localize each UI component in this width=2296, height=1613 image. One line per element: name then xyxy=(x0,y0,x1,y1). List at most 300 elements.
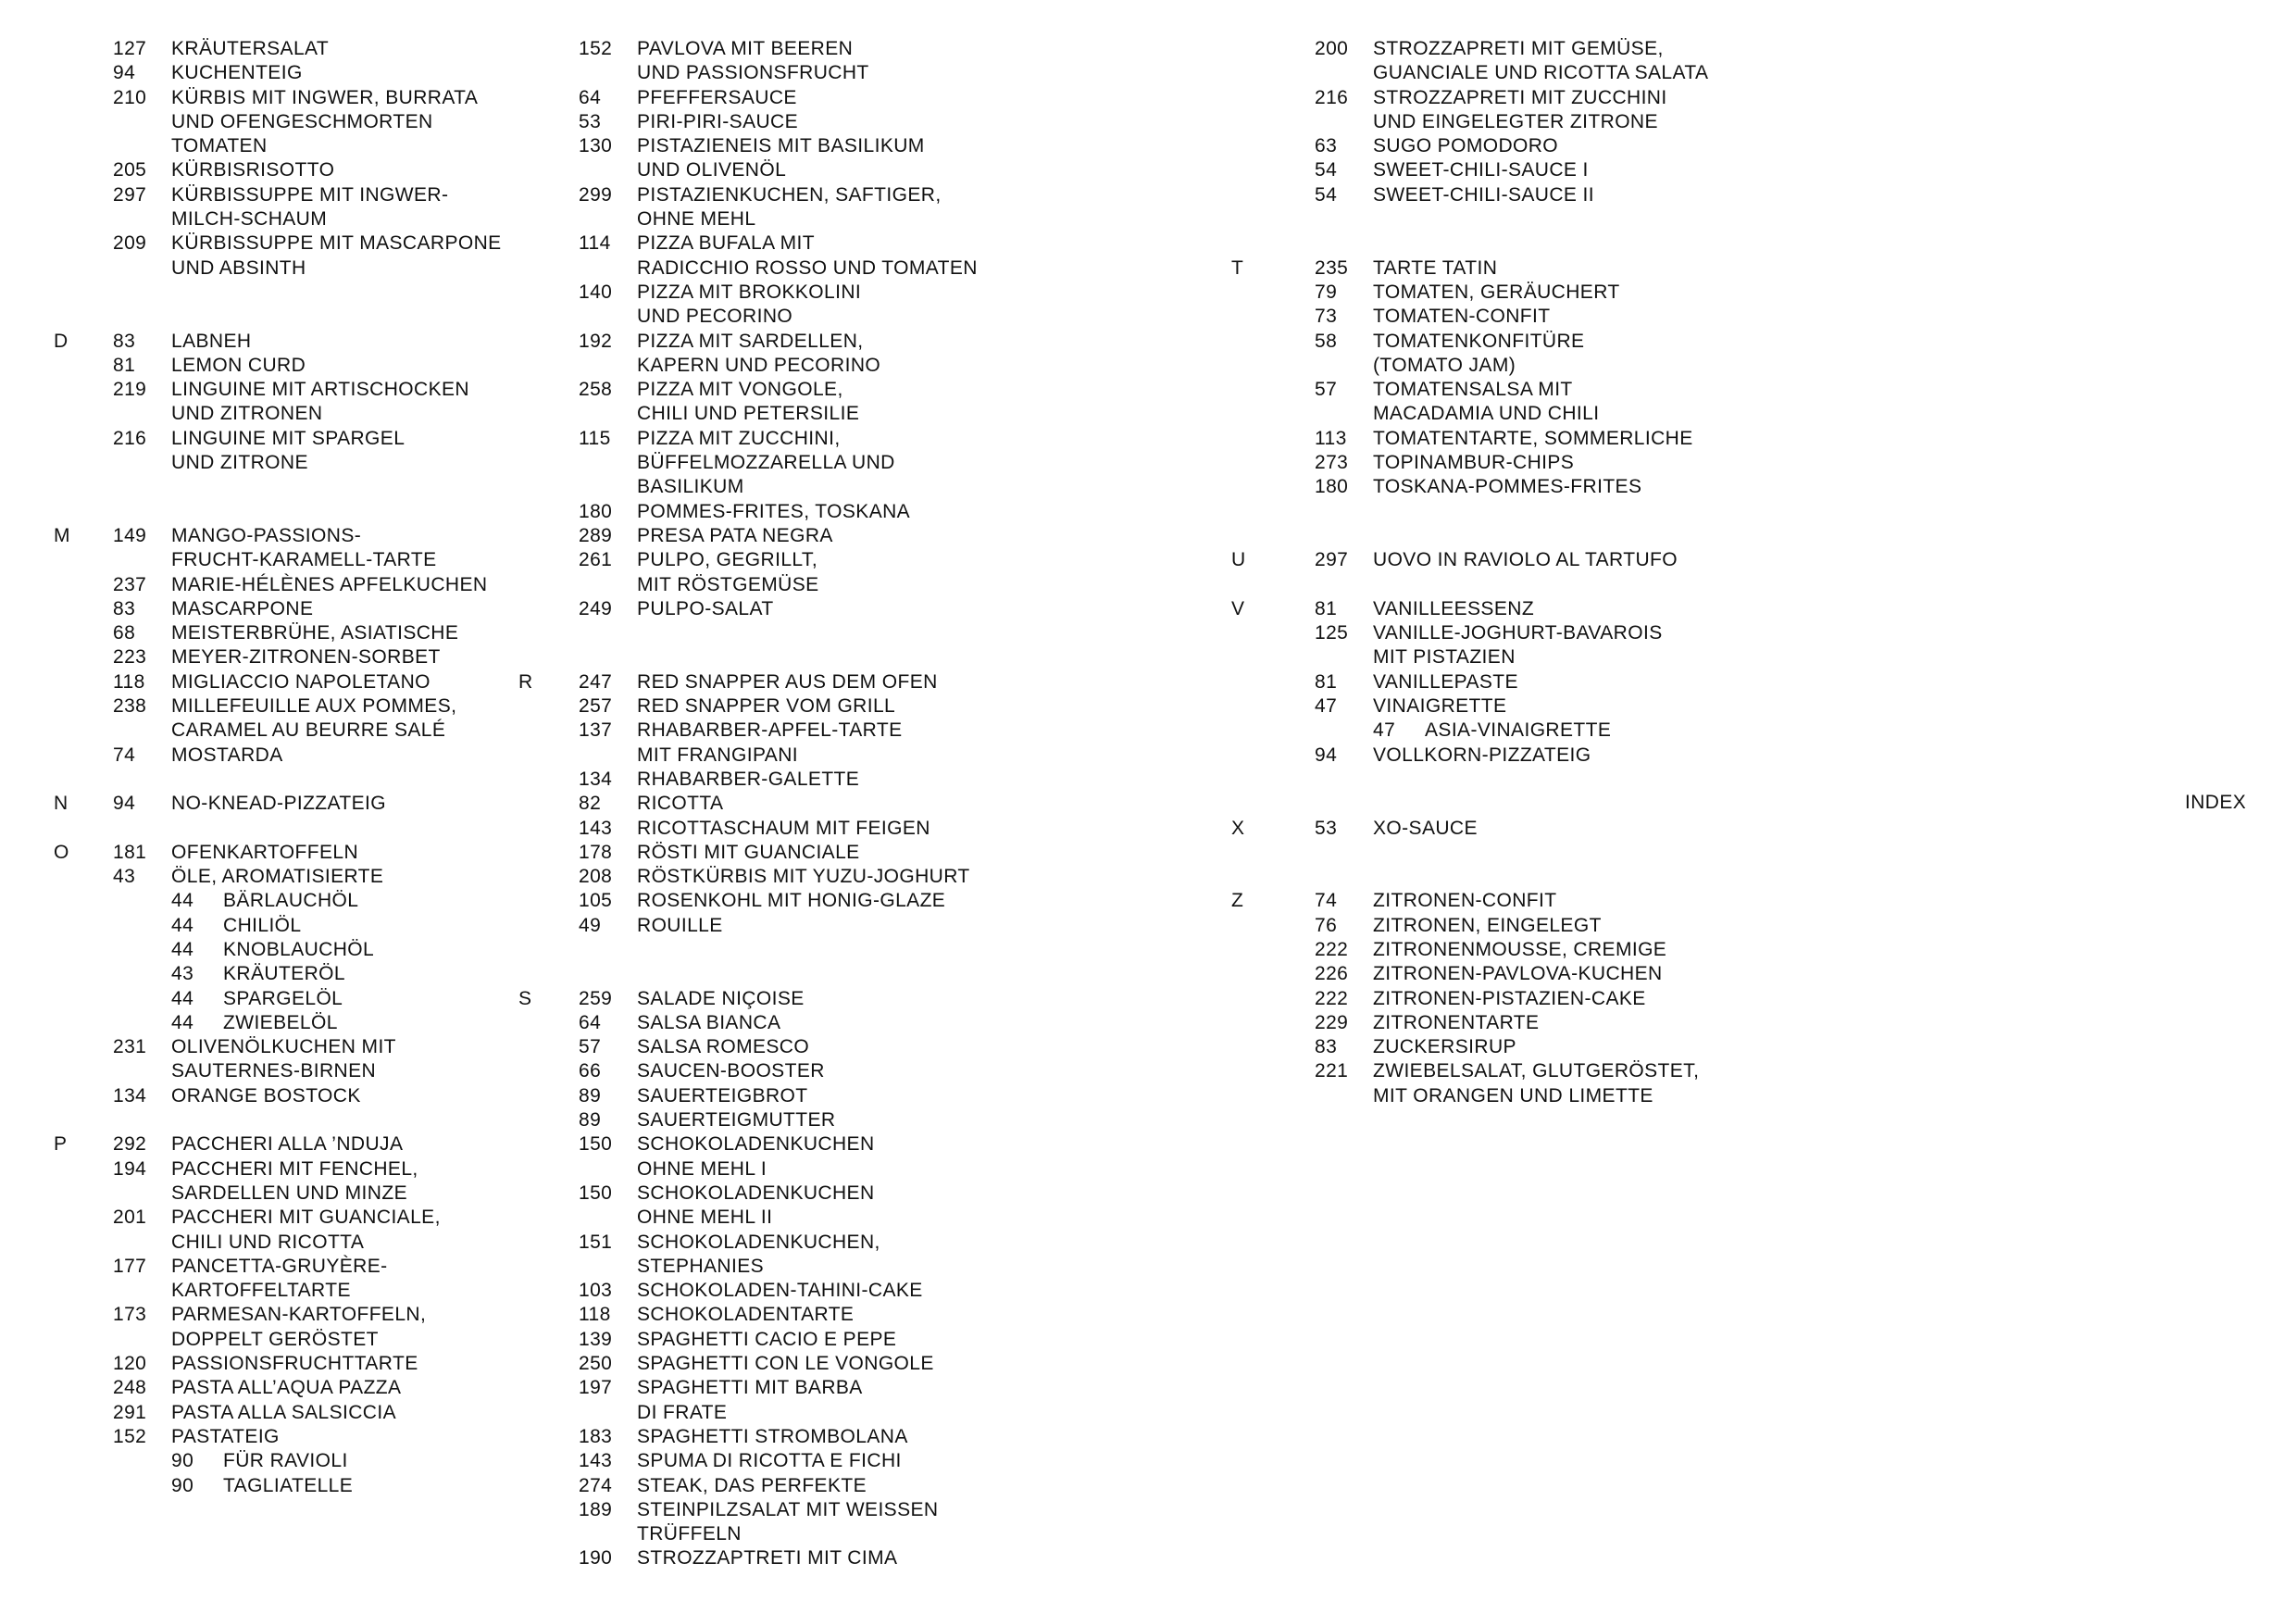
index-entry xyxy=(518,1328,1222,1352)
index-entry xyxy=(518,305,1222,329)
entry-text: RICOTTA xyxy=(637,793,724,815)
page-number: 289 xyxy=(579,524,613,546)
section-letter: V xyxy=(1231,597,1245,619)
page-number: 57 xyxy=(1315,379,1338,401)
index-entry xyxy=(1231,938,1879,962)
entry-text: UND ABSINTH xyxy=(171,256,306,279)
index-entry xyxy=(0,1328,518,1352)
index-entry xyxy=(518,110,1222,134)
index-entry xyxy=(518,158,1222,182)
entry-text: TOMATENSALSA MIT xyxy=(1373,379,1573,401)
page-number: 210 xyxy=(113,86,147,108)
page-number: 113 xyxy=(1315,427,1347,449)
sub-entry-text: BÄRLAUCHÖL xyxy=(223,890,359,912)
page-number: 209 xyxy=(113,232,147,255)
page-number: 79 xyxy=(1315,281,1338,303)
spacer-row xyxy=(1231,792,1879,816)
page-number: 81 xyxy=(1315,670,1338,693)
entry-text: MEYER-ZITRONEN-SORBET xyxy=(171,646,441,669)
entry-text: CARAMEL AU BEURRE SALÉ xyxy=(171,719,446,742)
index-entry xyxy=(1231,330,1879,354)
entry-text: PIZZA MIT BROKKOLINI xyxy=(637,281,862,303)
page-number: 89 xyxy=(579,1084,602,1107)
entry-text: SCHOKOLADENTARTE xyxy=(637,1304,855,1326)
page-number: 291 xyxy=(113,1401,147,1423)
index-entry xyxy=(0,1376,518,1400)
entry-text: ZWIEBELSALAT, GLUTGERÖSTET, xyxy=(1373,1060,1700,1082)
entry-text: OHNE MEHL xyxy=(637,208,756,231)
entry-text: RHABARBER-GALETTE xyxy=(637,768,860,790)
entry-text: ZITRONENTARTE xyxy=(1373,1011,1540,1033)
index-entry xyxy=(0,61,518,85)
entry-text: OHNE MEHL II xyxy=(637,1207,773,1229)
entry-text: SCHOKOLADENKUCHEN, xyxy=(637,1231,880,1253)
index-entry xyxy=(1231,134,1879,158)
entry-text: SCHOKOLADENKUCHEN xyxy=(637,1182,875,1204)
entry-text: KARTOFFELTARTE xyxy=(171,1280,351,1302)
page-number: 152 xyxy=(113,1425,147,1447)
entry-text: TOSKANA-POMMES-FRITES xyxy=(1373,476,1642,498)
page-number: 115 xyxy=(579,427,611,449)
index-entry xyxy=(1231,1011,1879,1035)
index-entry xyxy=(0,1206,518,1230)
page-number: 235 xyxy=(1315,256,1349,279)
index-entry xyxy=(0,719,518,743)
page-number: 219 xyxy=(113,379,147,401)
index-entry xyxy=(1231,281,1879,305)
index-entry xyxy=(0,427,518,451)
entry-text: KAPERN UND PECORINO xyxy=(637,354,881,376)
entry-text: STEAK, DAS PERFEKTE xyxy=(637,1474,867,1496)
section-letter: P xyxy=(54,1133,68,1156)
entry-text: OLIVENÖLKUCHEN MIT xyxy=(171,1036,396,1058)
page-number: 221 xyxy=(1315,1060,1349,1082)
entry-text: SALSA ROMESCO xyxy=(637,1036,810,1058)
section-letter: M xyxy=(54,524,70,546)
entry-text: KUCHENTEIG xyxy=(171,62,303,84)
spacer-row xyxy=(518,938,1222,962)
page-number: 89 xyxy=(579,1109,602,1132)
page-number: 257 xyxy=(579,695,613,718)
sub-page-number: 44 xyxy=(171,914,194,936)
index-entry xyxy=(518,1303,1222,1327)
index-entry xyxy=(518,1474,1222,1498)
index-entry xyxy=(518,1449,1222,1473)
index-entry xyxy=(0,1303,518,1327)
page-number: 94 xyxy=(113,793,136,815)
index-entry xyxy=(1231,475,1879,499)
entry-text: UND EINGELEGTER ZITRONE xyxy=(1373,110,1658,132)
sub-page-number: 44 xyxy=(171,890,194,912)
index-entry xyxy=(518,1108,1222,1132)
index-entry xyxy=(518,231,1222,256)
index-entry xyxy=(0,134,518,158)
page-number: 94 xyxy=(1315,744,1338,766)
index-entry xyxy=(518,1255,1222,1279)
entry-text: SPAGHETTI STROMBOLANA xyxy=(637,1425,908,1447)
index-entry xyxy=(1231,37,1879,61)
spacer-row xyxy=(518,645,1222,669)
index-entry xyxy=(518,719,1222,743)
index-entry xyxy=(0,597,518,621)
sub-entry-text: ZWIEBELÖL xyxy=(223,1011,338,1033)
entry-text: SPAGHETTI CACIO E PEPE xyxy=(637,1328,897,1350)
index-entry xyxy=(0,1255,518,1279)
page-number: 222 xyxy=(1315,987,1349,1009)
entry-text: MIT FRANGIPANI xyxy=(637,744,798,766)
index-entry xyxy=(0,158,518,182)
entry-text: VANILLE-JOGHURT-BAVAROIS xyxy=(1373,622,1663,644)
spacer-row xyxy=(0,500,518,524)
entry-text: STROZZAPRETI MIT ZUCCHINI xyxy=(1373,86,1667,108)
index-entry xyxy=(0,938,518,962)
entry-text: MIT PISTAZIEN xyxy=(1373,646,1516,669)
page-number: 173 xyxy=(113,1304,147,1326)
index-entry xyxy=(518,86,1222,110)
entry-text: MEISTERBRÜHE, ASIATISCHE xyxy=(171,622,459,644)
index-entry xyxy=(0,207,518,231)
index-entry xyxy=(518,1182,1222,1206)
index-entry xyxy=(518,183,1222,207)
entry-text: STEINPILZSALAT MIT WEISSEN xyxy=(637,1498,939,1520)
index-entry xyxy=(518,256,1222,281)
spacer-row xyxy=(0,1108,518,1132)
index-entry xyxy=(1231,183,1879,207)
entry-text: TOMATEN, GERÄUCHERT xyxy=(1373,281,1620,303)
entry-text: KÜRBIS MIT INGWER, BURRATA xyxy=(171,86,479,108)
index-entry xyxy=(0,1084,518,1108)
page-number: 103 xyxy=(579,1280,613,1302)
page-number: 258 xyxy=(579,379,613,401)
page-number: 53 xyxy=(579,110,602,132)
page-number: 223 xyxy=(113,646,147,669)
entry-text: SWEET-CHILI-SAUCE I xyxy=(1373,159,1589,181)
page-number: 274 xyxy=(579,1474,613,1496)
page-number: 134 xyxy=(113,1084,147,1107)
page-number: 140 xyxy=(579,281,613,303)
page-number: 273 xyxy=(1315,452,1349,474)
entry-text: RADICCHIO ROSSO UND TOMATEN xyxy=(637,256,978,279)
index-entry xyxy=(0,524,518,548)
entry-text: PACCHERI ALLA ’NDUJA xyxy=(171,1133,404,1156)
entry-text: CHILI UND RICOTTA xyxy=(171,1231,365,1253)
index-entry xyxy=(0,37,518,61)
entry-text: SAUTERNES-BIRNEN xyxy=(171,1060,377,1082)
index-entry xyxy=(0,402,518,426)
entry-text: ZITRONENMOUSSE, CREMIGE xyxy=(1373,938,1667,960)
entry-text: CHILI UND PETERSILIE xyxy=(637,403,860,425)
page-number: 231 xyxy=(113,1036,147,1058)
entry-text: VOLLKORN-PIZZATEIG xyxy=(1373,744,1591,766)
index-entry xyxy=(1231,378,1879,402)
entry-text: ROUILLE xyxy=(637,914,723,936)
page-number: 43 xyxy=(113,866,136,888)
index-entry xyxy=(0,1132,518,1157)
index-entry xyxy=(1231,427,1879,451)
entry-text: SPUMA DI RICOTTA E FICHI xyxy=(637,1450,902,1472)
index-entry xyxy=(518,1011,1222,1035)
entry-text: UND PECORINO xyxy=(637,306,793,328)
entry-text: LINGUINE MIT ARTISCHOCKEN xyxy=(171,379,469,401)
index-entry xyxy=(518,1279,1222,1303)
index-entry xyxy=(0,354,518,378)
entry-text: MIT ORANGEN UND LIMETTE xyxy=(1373,1084,1653,1107)
index-entry xyxy=(1231,889,1879,913)
entry-text: DOPPELT GERÖSTET xyxy=(171,1328,379,1350)
entry-text: PANCETTA-GRUYÈRE- xyxy=(171,1255,388,1277)
entry-text: SWEET-CHILI-SAUCE II xyxy=(1373,183,1595,206)
entry-text: LINGUINE MIT SPARGEL xyxy=(171,427,406,449)
index-entry xyxy=(0,694,518,719)
index-entry xyxy=(518,744,1222,768)
sub-entry-text: CHILIÖL xyxy=(223,914,302,936)
index-entry xyxy=(0,744,518,768)
index-entry xyxy=(0,670,518,694)
spacer-row xyxy=(1231,768,1879,792)
index-entry xyxy=(518,865,1222,889)
index-entry xyxy=(518,1206,1222,1230)
entry-text: TRÜFFELN xyxy=(637,1523,742,1545)
index-entry xyxy=(0,914,518,938)
index-entry xyxy=(0,1011,518,1035)
spacer-row xyxy=(0,305,518,329)
spacer-row xyxy=(518,962,1222,986)
page-number: 143 xyxy=(579,817,613,839)
entry-text: UND OLIVENÖL xyxy=(637,159,787,181)
index-entry xyxy=(1231,670,1879,694)
entry-text: TOMATENKONFITÜRE xyxy=(1373,330,1585,352)
entry-text: RICOTTASCHAUM MIT FEIGEN xyxy=(637,817,930,839)
page-number: 152 xyxy=(579,38,613,59)
page-number: 74 xyxy=(1315,890,1338,912)
index-entry xyxy=(0,1182,518,1206)
index-entry xyxy=(518,1498,1222,1522)
index-entry xyxy=(1231,719,1879,743)
entry-text: SUGO POMODORO xyxy=(1373,135,1559,157)
page-number: 181 xyxy=(113,841,147,863)
entry-text: GUANCIALE UND RICOTTA SALATA xyxy=(1373,62,1709,84)
index-entry xyxy=(518,330,1222,354)
entry-text: MIGLIACCIO NAPOLETANO xyxy=(171,670,430,693)
index-entry xyxy=(1231,402,1879,426)
section-letter: N xyxy=(54,793,69,815)
entry-text: VANILLEPASTE xyxy=(1373,670,1518,693)
index-entry xyxy=(518,792,1222,816)
index-entry xyxy=(518,378,1222,402)
entry-text: SPAGHETTI CON LE VONGOLE xyxy=(637,1353,934,1375)
entry-text: MILLEFEUILLE AUX POMMES, xyxy=(171,695,457,718)
sub-entry-text: ASIA-VINAIGRETTE xyxy=(1425,719,1612,742)
page-number: 180 xyxy=(1315,476,1349,498)
page-number: 137 xyxy=(579,719,613,742)
page-footer-index: INDEX xyxy=(2185,792,2247,813)
entry-text: FRUCHT-KARAMELL-TARTE xyxy=(171,549,437,571)
page-number: 200 xyxy=(1315,38,1349,59)
page-number: 118 xyxy=(113,670,145,693)
page-number: 205 xyxy=(113,159,147,181)
index-entry xyxy=(518,1035,1222,1059)
entry-text: SAUERTEIGBROT xyxy=(637,1084,808,1107)
section-letter: X xyxy=(1231,817,1245,839)
index-entry xyxy=(1231,305,1879,329)
page-number: 64 xyxy=(579,86,602,108)
entry-text: ÖLE, AROMATISIERTE xyxy=(171,866,384,888)
index-entry xyxy=(518,817,1222,841)
entry-text: TOMATENTARTE, SOMMERLICHE xyxy=(1373,427,1693,449)
index-entry xyxy=(1231,962,1879,986)
entry-text: PULPO-SALAT xyxy=(637,597,774,619)
index-entry xyxy=(518,694,1222,719)
index-entry xyxy=(1231,1035,1879,1059)
index-entry xyxy=(0,1059,518,1083)
sub-page-number: 90 xyxy=(171,1474,194,1496)
entry-text: PIRI-PIRI-SAUCE xyxy=(637,110,799,132)
page-number: 248 xyxy=(113,1377,147,1399)
index-entry xyxy=(0,330,518,354)
entry-text: SAUCEN-BOOSTER xyxy=(637,1060,825,1082)
index-column-2 xyxy=(518,37,1222,1571)
page-number: 82 xyxy=(579,793,602,815)
page-number: 177 xyxy=(113,1255,147,1277)
index-entry xyxy=(518,1425,1222,1449)
index-entry xyxy=(518,597,1222,621)
entry-text: PIZZA MIT SARDELLEN, xyxy=(637,330,864,352)
page-number: 81 xyxy=(1315,597,1338,619)
sub-entry-text: TAGLIATELLE xyxy=(223,1474,354,1496)
entry-text: SPAGHETTI MIT BARBA xyxy=(637,1377,863,1399)
entry-text: SALSA BIANCA xyxy=(637,1011,781,1033)
entry-text: STROZZAPRETI MIT GEMÜSE, xyxy=(1373,38,1664,59)
page-number: 63 xyxy=(1315,135,1338,157)
entry-text: ZUCKERSIRUP xyxy=(1373,1036,1516,1058)
entry-text: PRESA PATA NEGRA xyxy=(637,524,833,546)
index-entry xyxy=(1231,158,1879,182)
entry-text: PIZZA MIT VONGOLE, xyxy=(637,379,843,401)
page-number: 94 xyxy=(113,62,136,84)
index-entry xyxy=(1231,1084,1879,1108)
entry-text: PFEFFERSAUCE xyxy=(637,86,797,108)
entry-text: PISTAZIENEIS MIT BASILIKUM xyxy=(637,135,925,157)
page-number: 118 xyxy=(579,1304,611,1326)
page-number: 57 xyxy=(579,1036,602,1058)
page-number: 83 xyxy=(113,597,136,619)
index-entry xyxy=(518,1157,1222,1182)
page-number: 178 xyxy=(579,841,613,863)
page-number: 201 xyxy=(113,1207,147,1229)
entry-text: ZITRONEN-CONFIT xyxy=(1373,890,1557,912)
page-number: 83 xyxy=(1315,1036,1338,1058)
entry-text: XO-SAUCE xyxy=(1373,817,1478,839)
page-number: 139 xyxy=(579,1328,613,1350)
index-entry xyxy=(518,573,1222,597)
page-number: 259 xyxy=(579,987,613,1009)
entry-text: PACCHERI MIT FENCHEL, xyxy=(171,1157,418,1180)
index-entry xyxy=(518,37,1222,61)
entry-text: RÖSTKÜRBIS MIT YUZU-JOGHURT xyxy=(637,866,970,888)
page-number: 222 xyxy=(1315,938,1349,960)
section-letter: S xyxy=(518,987,532,1009)
sub-entry-text: KRÄUTERÖL xyxy=(223,963,345,985)
page-number: 134 xyxy=(579,768,613,790)
entry-text: ZITRONEN-PISTAZIEN-CAKE xyxy=(1373,987,1646,1009)
entry-text: STEPHANIES xyxy=(637,1255,765,1277)
index-entry xyxy=(518,402,1222,426)
index-entry xyxy=(1231,744,1879,768)
spacer-row xyxy=(1231,841,1879,865)
page-number: 149 xyxy=(113,524,147,546)
entry-text: KRÄUTERSALAT xyxy=(171,38,330,59)
entry-text: UND PASSIONSFRUCHT xyxy=(637,62,869,84)
index-entry xyxy=(518,475,1222,499)
page-number: 64 xyxy=(579,1011,602,1033)
entry-text: SCHOKOLADENKUCHEN xyxy=(637,1133,875,1156)
spacer-row xyxy=(1231,231,1879,256)
sub-entry-text: KNOBLAUCHÖL xyxy=(223,938,375,960)
index-column-3 xyxy=(1231,37,1879,1108)
index-entry xyxy=(518,451,1222,475)
entry-text: KÜRBISSUPPE MIT MASCARPONE xyxy=(171,232,502,255)
page-number: 216 xyxy=(113,427,147,449)
index-entry xyxy=(518,61,1222,85)
entry-text: PASTA ALL’AQUA PAZZA xyxy=(171,1377,402,1399)
index-entry xyxy=(0,1157,518,1182)
index-entry xyxy=(1231,548,1879,572)
spacer-row xyxy=(0,817,518,841)
page-number: 47 xyxy=(1315,695,1338,718)
page-number: 130 xyxy=(579,135,613,157)
entry-text: PIZZA MIT ZUCCHINI, xyxy=(637,427,841,449)
entry-text: DI FRATE xyxy=(637,1401,728,1423)
entry-text: LEMON CURD xyxy=(171,354,306,376)
page-number: 180 xyxy=(579,500,613,522)
entry-text: TOMATEN xyxy=(171,135,268,157)
index-entry xyxy=(1231,1059,1879,1083)
index-entry xyxy=(1231,110,1879,134)
page-number: 194 xyxy=(113,1157,147,1180)
entry-text: MANGO-PASSIONS- xyxy=(171,524,362,546)
entry-text: PASTATEIG xyxy=(171,1425,280,1447)
entry-text: ROSENKOHL MIT HONIG-GLAZE xyxy=(637,890,946,912)
spacer-row xyxy=(0,768,518,792)
index-entry xyxy=(518,354,1222,378)
entry-text: ORANGE BOSTOCK xyxy=(171,1084,361,1107)
section-letter: D xyxy=(54,330,69,352)
entry-text: UND ZITRONEN xyxy=(171,403,323,425)
page-number: 150 xyxy=(579,1133,613,1156)
index-entry xyxy=(0,110,518,134)
page-number: 81 xyxy=(113,354,136,376)
page-number: 105 xyxy=(579,890,613,912)
page-number: 183 xyxy=(579,1425,613,1447)
page-number: 197 xyxy=(579,1377,613,1399)
sub-entry-text: FÜR RAVIOLI xyxy=(223,1450,348,1472)
spacer-row xyxy=(1231,865,1879,889)
index-entry xyxy=(518,1059,1222,1083)
index-entry xyxy=(0,1425,518,1449)
index-entry xyxy=(1231,451,1879,475)
page-number: 297 xyxy=(1315,549,1349,571)
index-entry xyxy=(0,792,518,816)
index-entry xyxy=(0,1035,518,1059)
index-entry xyxy=(1231,597,1879,621)
page-number: 208 xyxy=(579,866,613,888)
entry-text: VANILLEESSENZ xyxy=(1373,597,1535,619)
index-entry xyxy=(518,427,1222,451)
entry-text: KÜRBISSUPPE MIT INGWER- xyxy=(171,183,449,206)
sub-page-number: 44 xyxy=(171,987,194,1009)
entry-text: PULPO, GEGRILLT, xyxy=(637,549,818,571)
entry-text: UND ZITRONE xyxy=(171,452,308,474)
